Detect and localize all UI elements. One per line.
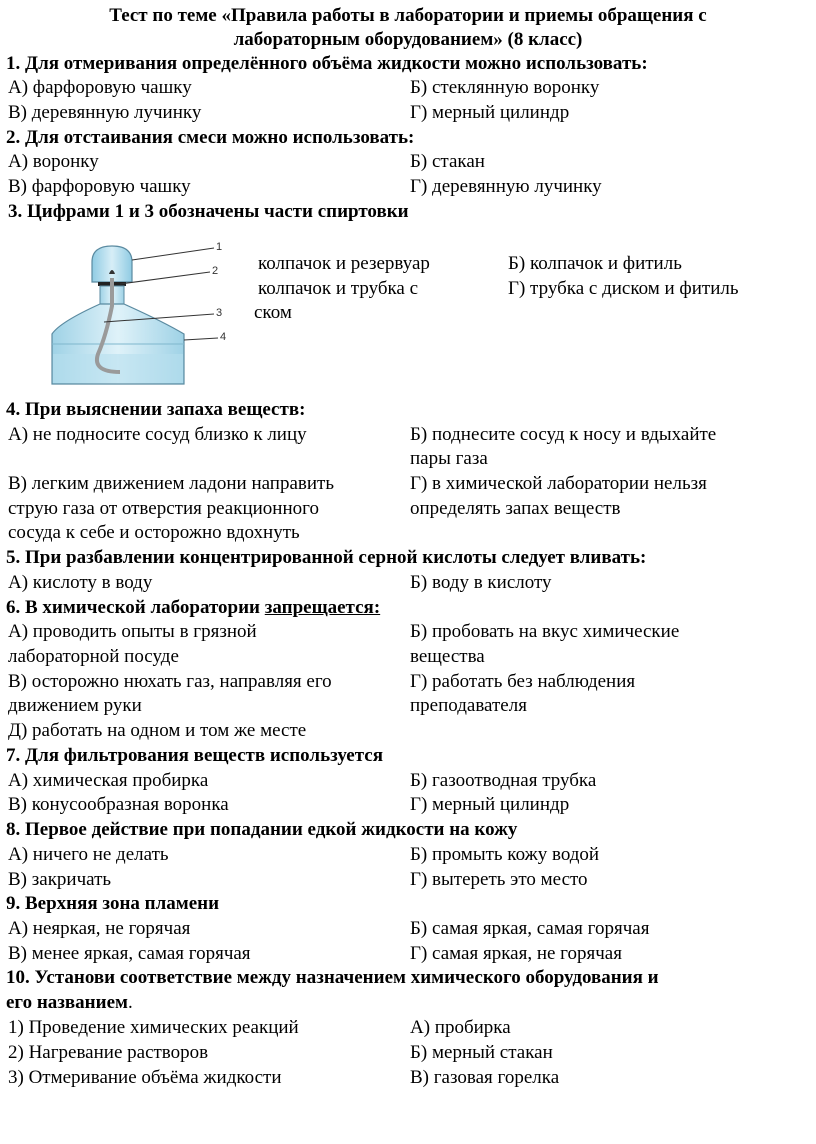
q7-option-b: Б) газоотводная трубка — [410, 770, 597, 791]
q10-answer-a: А) пробирка — [410, 1017, 511, 1038]
q7-option-g: Г) мерный цилиндр — [410, 794, 570, 815]
q4-option-b-line1: Б) поднесите сосуд к носу и вдыхайте — [410, 424, 717, 445]
q6-option-b-line2: вещества — [410, 646, 485, 667]
q8-option-v: В) закричать — [8, 869, 112, 890]
q2-option-v: В) фарфоровую чашку — [8, 176, 191, 197]
question-3: 3. Цифрами 1 и 3 обозначены части спиртовки — [8, 201, 409, 222]
q4-option-v-line1: В) легким движением ладони направить — [8, 473, 335, 494]
q1-option-a: А) фарфоровую чашку — [8, 77, 192, 98]
question-10-line2-text: его названием — [6, 992, 128, 1013]
q1-option-b: Б) стеклянную воронку — [410, 77, 600, 98]
q7-option-a: А) химическая пробирка — [8, 770, 209, 791]
q4-option-b-line2: пары газа — [410, 448, 488, 469]
q4-option-v-line3: сосуда к себе и осторожно вдохнуть — [8, 522, 300, 543]
q4-option-g-line1: Г) в химической лаборатории нельзя — [410, 473, 707, 494]
q2-option-g: Г) деревянную лучинку — [410, 176, 602, 197]
q6-option-d: Д) работать на одном и том же месте — [8, 720, 307, 741]
question-2: 2. Для отстаивания смеси можно использовать: — [6, 127, 415, 148]
q9-option-b: Б) самая яркая, самая горячая — [410, 918, 650, 939]
q9-option-a: А) неяркая, не горячая — [8, 918, 191, 939]
question-4: 4. При выяснении запаха веществ: — [6, 399, 306, 420]
q1-option-v: В) деревянную лучинку — [8, 102, 202, 123]
figure-label-1: 1 — [216, 241, 223, 253]
q4-option-a: А) не подносите сосуд близко к лицу — [8, 424, 307, 445]
figure-label-2: 2 — [212, 265, 219, 277]
figure-label-3: 3 — [216, 307, 223, 319]
question-5: 5. При разбавлении концентрированной серной кислоты следует вливать: — [6, 547, 647, 568]
q5-option-b: Б) воду в кислоту — [410, 572, 552, 593]
question-10-line2 — [6, 991, 133, 1015]
q6-option-g-line1: Г) работать без наблюдения — [410, 671, 636, 692]
q1-option-g: Г) мерный цилиндр — [410, 102, 570, 123]
question-7: 7. Для фильтрования веществ используется — [6, 745, 384, 766]
question-6-forbidden: запрещается: — [264, 597, 381, 618]
q3-option-a: колпачок и резервуар — [258, 253, 430, 274]
q10-item-3: 3) Отмеривание объёма жидкости — [8, 1067, 282, 1088]
page-title-line1: Тест по теме «Правила работы в лаборатории и приемы обращения с — [109, 5, 707, 26]
q6-option-v-line1: В) осторожно нюхать газ, направляя его — [8, 671, 332, 692]
q10-answer-b: Б) мерный стакан — [410, 1042, 553, 1063]
q8-option-g: Г) вытереть это место — [410, 869, 588, 890]
figure-label-4: 4 — [220, 331, 227, 343]
q4-option-v-line2: струю газа от отверстия реакционного — [8, 498, 319, 519]
q6-option-g-line2: преподавателя — [410, 695, 527, 716]
question-10-line1: 10. Установи соответствие между назначением химического оборудования и — [6, 967, 659, 988]
q8-option-b: Б) промыть кожу водой — [410, 844, 600, 865]
question-6 — [6, 596, 380, 620]
q6-option-b-line1: Б) пробовать на вкус химические — [410, 621, 680, 642]
q6-option-a-line2: лабораторной посуде — [8, 646, 179, 667]
q2-option-b: Б) стакан — [410, 151, 485, 172]
question-9: 9. Верхняя зона пламени — [6, 893, 220, 914]
q3-option-v-line1: колпачок и трубка с — [258, 278, 419, 299]
q7-option-v: В) конусообразная воронка — [8, 794, 229, 815]
q3-option-g: Г) трубка с диском и фитиль — [508, 278, 739, 299]
q4-option-g-line2: определять запах веществ — [410, 498, 621, 519]
lamp-cap — [92, 246, 132, 282]
q6-option-v-line2: движением руки — [8, 695, 142, 716]
q3-option-v-line2: ском — [254, 302, 292, 323]
page-title-line2: лабораторным оборудованием» (8 класс) — [233, 29, 583, 50]
question-8: 8. Первое действие при попадании едкой жидкости на кожу — [6, 819, 518, 840]
q2-option-a: А) воронку — [8, 151, 99, 172]
q9-option-g: Г) самая яркая, не горячая — [410, 943, 622, 964]
q6-option-a-line1: А) проводить опыты в грязной — [8, 621, 257, 642]
question-1: 1. Для отмеривания определённого объёма жидкости можно использовать: — [6, 53, 648, 74]
spirit-lamp-figure — [40, 236, 240, 392]
q10-item-2: 2) Нагревание растворов — [8, 1042, 209, 1063]
q8-option-a: А) ничего не делать — [8, 844, 169, 865]
q5-option-a: А) кислоту в воду — [8, 572, 153, 593]
q10-answer-v: В) газовая горелка — [410, 1067, 560, 1088]
q3-option-b: Б) колпачок и фитиль — [508, 253, 682, 274]
question-6-text: 6. В химической лаборатории — [6, 597, 265, 618]
question-10-period: . — [127, 992, 133, 1013]
q9-option-v: В) менее яркая, самая горячая — [8, 943, 251, 964]
q10-item-1: 1) Проведение химических реакций — [8, 1017, 299, 1038]
